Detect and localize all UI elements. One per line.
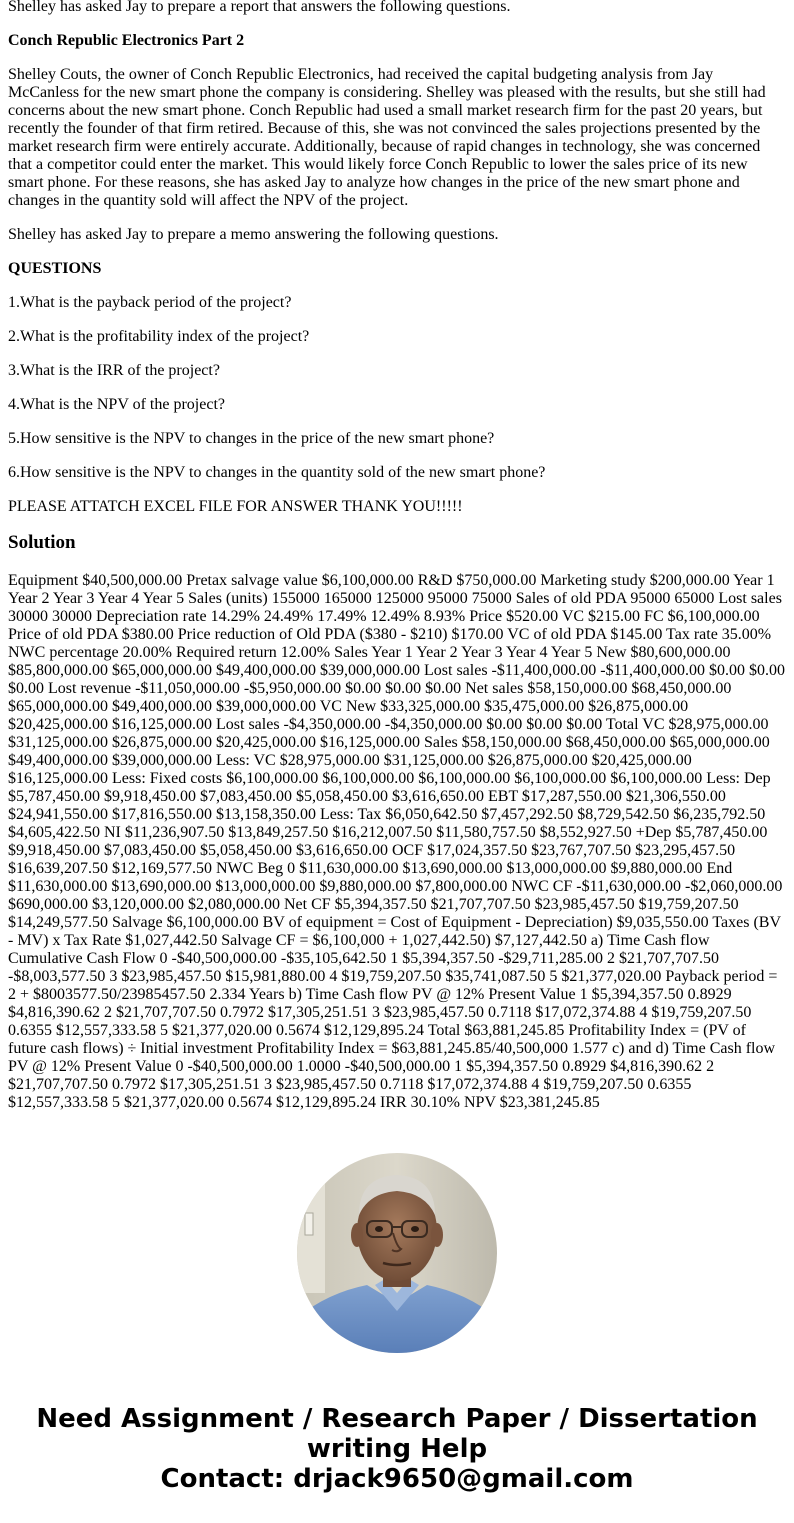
question-item: 5.How sensitive is the NPV to changes in the price of the new smart phone? — [8, 430, 495, 447]
case-title: Conch Republic Electronics Part 2 — [8, 32, 245, 49]
case-paragraph: Shelley Couts, the owner of Conch Republic Electronics, had received the capital budgeting analysis from Jay McCanless for the new smart phone the company is considering. Shelley was pleased with the results, but she still had concerns about the new smart phone. Conch Republic had used a small market research firm for the past 20 years, but recently the founder of that firm retired. Because of this, she was not convinced the sales projections presented by the market research firm were entirely accurate. Additionally, because of rapid changes in technology, she was concerned that a competitor could enter the market. This would likely force Conch Republic to lower the sales price of its new smart phone. For these reasons, she has asked Jay to analyze how changes in the price of the new smart phone and changes in the quantity sold will affect the NPV of the project. — [8, 66, 766, 209]
question-item: 6.How sensitive is the NPV to changes in the quantity sold of the new smart phone? — [8, 464, 546, 481]
portrait-photo — [297, 1153, 497, 1353]
avatar — [297, 1153, 497, 1353]
question-item: 2.What is the profitability index of the project? — [8, 328, 310, 345]
question-item: 4.What is the NPV of the project? — [8, 396, 225, 413]
solution-text: Equipment $40,500,000.00 Pretax salvage value $6,100,000.00 R&D $750,000.00 Marketing study $200,000.00 Year 1 Year 2 Year 3 Year 4 Year 5 Sales (units) 155000 165000 125000 95000 75000 Sales of old PDA 95000 65000 Lost sales 30000 30000 Depreciation rate 14.29% 24.49% 17.49% 12.49% 8.93% Price $520.00 VC $215.00 FC $6,100,000.00 Price of old PDA $380.00 Price reduction of Old PDA ($380 - $210) $170.00 VC of old PDA $145.00 Tax rate 35.00% NWC percentage 20.00% Required return 12.00% Sales Year 1 Year 2 Year 3 Year 4 Year 5 New $80,600,000.00 $85,800,000.00 $65,000,000.00 $49,400,000.00 $39,000,000.00 Lost sales -$11,400,000.00 -$11,400,000.00 $0.00 $0.00 $0.00 Lost revenue -$11,050,000.00 -$5,950,000.00 $0.00 $0.00 $0.00 Net sales $58,150,000.00 $68,450,000.00 $65,000,000.00 $49,400,000.00 $39,000,000.00 VC New $33,325,000.00 $35,475,000.00 $26,875,000.00 $20,425,000.00 $16,125,000.00 Lost sales -$4,350,000.00 -$4,350,000.00 $0.00 $0.00 $0.00 Total VC $28,975,000.00 $31,125,000.00 $26,875,000.00 $20,425,000.00 $16,125,000.00 Sales $58,150,000.00 $68,450,000.00 $65,000,000.00 $49,400,000.00 $39,000,000.00 Less: VC $28,975,000.00 $31,125,000.00 $26,875,000.00 $20,425,000.00 $16,125,000.00 Less: Fixed costs $6,100,000.00 $6,100,000.00 $6,100,000.00 $6,100,000.00 $6,100,000.00 Less: Dep $5,787,450.00 $9,918,450.00 $7,083,450.00 $5,058,450.00 $3,616,650.00 EBT $17,287,550.00 $21,306,550.00 $24,941,550.00 $17,816,550.00 $13,158,350.00 Less: Tax $6,050,642.50 $7,457,292.50 $8,729,542.50 $6,235,792.50 $4,605,422.50 NI $11,236,907.50 $13,849,257.50 $16,212,007.50 $11,580,757.50 $8,552,927.50 +Dep $5,787,450.00 $9,918,450.00 $7,083,450.00 $5,058,450.00 $3,616,650.00 OCF $17,024,357.50 $23,767,707.50 $23,295,457.50 $16,639,207.50 $12,169,577.50 NWC Beg 0 $11,630,000.00 $13,690,000.00 $13,000,000.00 $9,880,000.00 End $11,630,000.00 $13,690,000.00 $13,000,000.00 $9,880,000.00 $7,800,000.00 NWC CF -$11,630,000.00 -$2,060,000.00 $690,000.00 $3,120,000.00 $2,080,000.00 Net CF $5,394,357.50 $21,707,707.50 $23,985,457.50 $19,759,207.50 $14,249,577.50 Salvage $6,100,000.00 BV of equipment = Cost of Equipment - Depreciation) $9,035,550.00 Taxes (BV - MV) x Tax Rate $1,027,442.50 Salvage CF = $6,100,000 + 1,027,442.50) $7,127,442.50 a) Time Cash flow Cumulative Cash Flow 0 -$40,500,000.00 -$35,105,642.50 1 $5,394,357.50 -$29,711,285.00 2 $21,707,707.50 -$8,003,577.50 3 $23,985,457.50 $15,981,880.00 4 $19,759,207.50 $35,741,087.50 5 $21,377,020.00 Payback period = 2 + $8003577.50/23985457.50 2.334 Years b) Time Cash flow PV @ 12% Present Value 1 $5,394,357.50 0.8929 $4,816,390.62 2 $21,707,707.50 0.7972 $17,305,251.51 3 $23,985,457.50 0.7118 $17,072,374.88 4 $19,759,207.50 0.6355 $12,557,333.58 5 $21,377,020.00 0.5674 $12,129,895.24 Total $63,881,245.85 Profitability Index = (PV of future cash flows) ÷ Initial investment Profitability Index = $63,881,245.85/40,500,000 1.577 c) and d) Time Cash flow PV @ 12% Present Value 0 -$40,500,000.00 1.0000 -$40,500,000.00 1 $5,394,357.50 0.8929 $4,816,390.62 2 $21,707,707.50 0.7972 $17,305,251.51 3 $23,985,457.50 0.7118 $17,072,374.88 4 $19,759,207.50 0.6355 $12,557,333.58 5 $21,377,020.00 0.5674 $12,129,895.24 IRR 30.10% NPV $23,381,245.85 — [8, 572, 786, 1111]
cta-line: Need Assignment / Research Paper / Dissertation — [36, 1404, 758, 1434]
question-intro: Shelley has asked Jay to prepare a report that answers the following questions. — [8, 0, 511, 15]
questions-heading: QUESTIONS — [8, 260, 102, 277]
solution-heading: Solution — [8, 532, 76, 553]
contact-banner — [0, 1404, 794, 1494]
question-item: 1.What is the payback period of the project? — [8, 294, 292, 311]
attach-request: PLEASE ATTATCH EXCEL FILE FOR ANSWER THANK YOU!!!!! — [8, 498, 463, 515]
cta-line: writing Help — [306, 1434, 488, 1464]
memo-line: Shelley has asked Jay to prepare a memo answering the following questions. — [8, 226, 499, 243]
question-item: 3.What is the IRR of the project? — [8, 362, 220, 379]
contact-email[interactable]: Contact: drjack9650@gmail.com — [160, 1464, 634, 1494]
